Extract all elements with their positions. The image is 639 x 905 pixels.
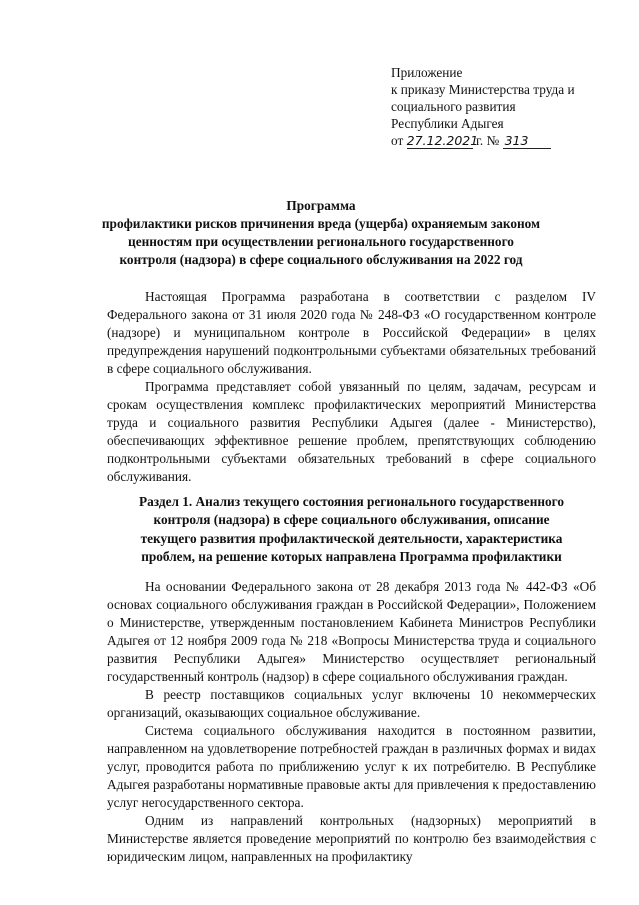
document-title — [96, 197, 546, 269]
title-line-3: ценностям при осуществлении регионального государственного — [128, 234, 514, 249]
intro-paragraph-1: Настоящая Программа разработана в соответствии с разделом IV Федерального закона от 31 июля 2020 года № 248-ФЗ «О государственном контроле (надзоре) и муниципальном контроле в Российской Федерации» в целях предупреждения нарушений подконтрольными субъектами обязательных требований в сфере социального обслуживания. — [107, 289, 596, 376]
intro-text — [107, 288, 596, 486]
section-1-heading — [107, 493, 596, 566]
title-line-1: Программа — [286, 198, 356, 213]
section-paragraph-4: Одним из направлений контрольных (надзорных) мероприятий в Министерстве является проведение мероприятий по контролю без взаимодействия с юридическим лицом, направленных на профилактику — [107, 813, 596, 864]
number-prefix: г. № — [475, 133, 500, 148]
appendix-line-4: Республики Адыгея — [391, 116, 504, 131]
appendix-line-3: социального развития — [391, 99, 516, 114]
section-heading-line-4: проблем, на решение которых направлена Программа профилактики — [141, 548, 562, 564]
title-line-4: контроля (надзора) в сфере социального обслуживания на 2022 год — [119, 252, 523, 267]
date-prefix: от — [391, 133, 404, 148]
title-line-2: профилактики рисков причинения вреда (ущерба) охраняемым законом — [101, 216, 541, 231]
appendix-date-line — [391, 132, 631, 149]
section-heading-line-2: контроля (надзора) в сфере социального обслуживания, описание — [153, 512, 550, 528]
appendix-line-2: к приказу Министерства труда и — [391, 82, 575, 97]
appendix-block — [391, 64, 631, 149]
section-heading-line-3: текущего развития профилактической деятельности, характеристика — [140, 530, 563, 546]
section-heading-line-1: Раздел 1. Анализ текущего состояния регионального государственного — [138, 494, 565, 509]
section-paragraph-2: В реестр поставщиков социальных услуг включены 10 некоммерческих организаций, оказывающих социальное обслуживание. — [107, 687, 596, 720]
intro-paragraph-2: Программа представляет собой увязанный по целям, задачам, ресурсам и срокам осуществления комплекс профилактических мероприятий Министерства труда и социального развития Республики Адыгея (далее - Министерство), обеспечивающих эффективное решение проблем, препятствующих соблюдению подконтрольными субъектами обязательных требований в сфере социального обслуживания. — [107, 379, 596, 484]
handwritten-number: 313 — [503, 134, 551, 149]
handwritten-date: 27.12.2021 — [406, 133, 479, 148]
section-paragraph-3: Система социального обслуживания находится в постоянном развитии, направленном на удовлетворение потребностей граждан в различных формах и видах услуг, проводится работа по приближению услуг к их потребителю. В Республике Адыгея разработаны нормативные правовые акты для привлечения к предоставлению услуг негосударственного сектора. — [107, 723, 596, 810]
section-1-text — [107, 578, 596, 866]
section-paragraph-1: На основании Федерального закона от 28 декабря 2013 года № 442-ФЗ «Об основах социального обслуживания граждан в Российской Федерации», Положением о Министерстве, утвержденным постановлением Кабинета Министров Республики Адыгея от 12 ноября 2009 года № 218 «Вопросы Министерства труда и социального развития Республики Адыгея» Министерство осуществляет региональный государственный контроль (надзор) в сфере социального обслуживания граждан. — [107, 579, 596, 684]
appendix-line-1: Приложение — [391, 65, 463, 80]
